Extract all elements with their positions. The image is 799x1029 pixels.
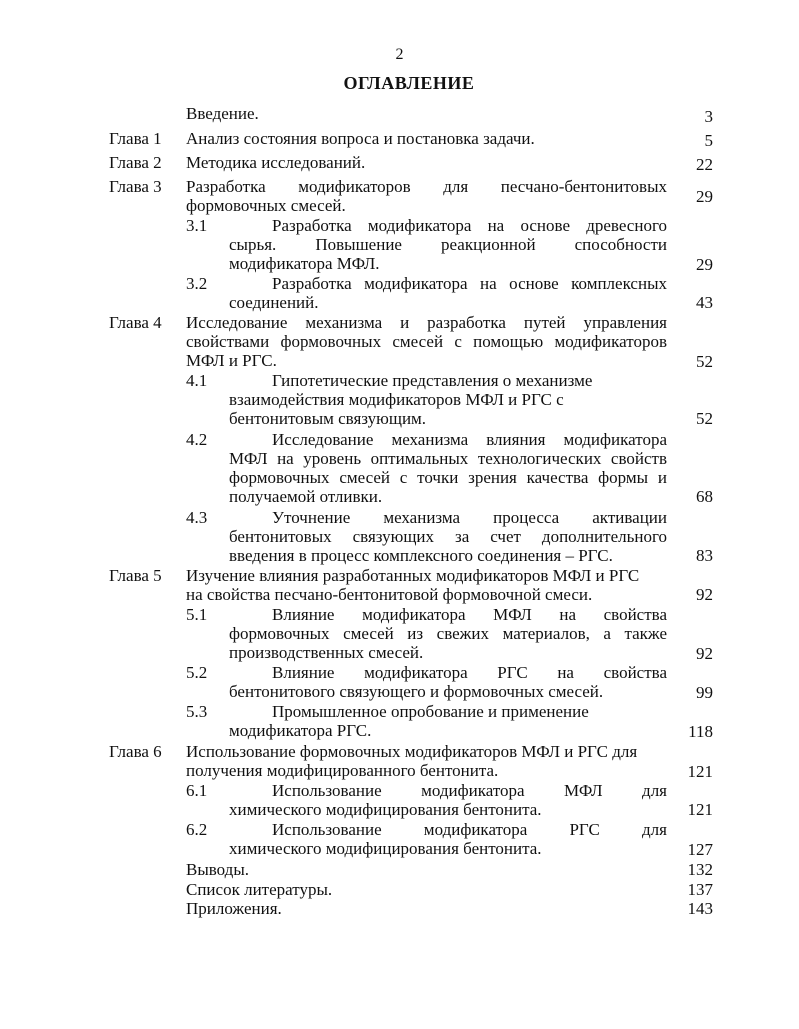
toc-chapter-label-5: Глава 5 — [109, 566, 162, 585]
toc-page-5-1: 92 — [696, 644, 713, 663]
toc-entry-ch4-line1: Исследование механизма и разработка путей управления — [186, 313, 667, 332]
toc-entry-3-1-line3: модификатора МФЛ. — [229, 254, 380, 273]
toc-chapter-label-3: Глава 3 — [109, 177, 162, 196]
toc-page-4-1: 52 — [696, 409, 713, 428]
toc-entry-4-2-line1: Исследование механизма влияния модификатора — [272, 430, 667, 449]
toc-section-num-6-2: 6.2 — [186, 820, 208, 839]
toc-page-ch2: 22 — [696, 155, 713, 174]
toc-section-num-4-3: 4.3 — [186, 508, 208, 527]
toc-section-num-5-2: 5.2 — [186, 663, 208, 682]
toc-entry-ch4-line3: МФЛ и РГС. — [186, 351, 277, 370]
toc-section-num-5-3: 5.3 — [186, 702, 208, 721]
toc-section-num-3-1: 3.1 — [186, 216, 208, 235]
toc-entry-conclusions: Выводы. — [186, 860, 250, 879]
toc-entry-5-3-line2: модификатора РГС. — [229, 721, 372, 740]
toc-page-3-1: 29 — [696, 255, 713, 274]
toc-entry-6-2-line2: химического модифицирования бентонита. — [229, 839, 542, 858]
toc-entry-5-2-line2: бентонитового связующего и формовочных смесей. — [229, 682, 604, 701]
toc-entry-ch4-line2: свойствами формовочных смесей с помощью модификаторов — [186, 332, 667, 351]
toc-entry-6-2-line1: Использование модификатора РГС для — [272, 820, 667, 839]
toc-entry-4-1-line2: взаимодействия модификаторов МФЛ и РГС с — [229, 390, 564, 409]
toc-entry-4-1-line3: бентонитовым связующим. — [229, 409, 427, 428]
toc-section-num-4-1: 4.1 — [186, 371, 208, 390]
toc-section-num-3-2: 3.2 — [186, 274, 208, 293]
toc-entry-4-3-line1: Уточнение механизма процесса активации — [272, 508, 667, 527]
toc-entry-4-3-line3: введения в процесс комплексного соединения – РГС. — [229, 546, 613, 565]
toc-entry-6-1-line2: химического модифицирования бентонита. — [229, 800, 542, 819]
toc-page-intro: 3 — [704, 107, 713, 126]
toc-page-ch4: 52 — [696, 352, 713, 371]
toc-entry-5-2-line1: Влияние модификатора РГС на свойства — [272, 663, 667, 682]
toc-page-ch1: 5 — [704, 131, 713, 150]
toc-section-num-6-1: 6.1 — [186, 781, 208, 800]
toc-page-ch5: 92 — [696, 585, 713, 604]
toc-entry-5-1-line1: Влияние модификатора МФЛ на свойства — [272, 605, 667, 624]
toc-entry-4-2-line2: МФЛ на уровень оптимальных технологических свойств — [229, 449, 667, 468]
toc-entry-6-1-line1: Использование модификатора МФЛ для — [272, 781, 667, 800]
toc-page-6-2: 127 — [687, 840, 713, 859]
toc-page-5-3: 118 — [688, 722, 713, 741]
toc-page-5-2: 99 — [696, 683, 713, 702]
toc-entry-ch6-line2: получения модифицированного бентонита. — [186, 761, 499, 780]
toc-entry-5-1-line3: производственных смесей. — [229, 643, 424, 662]
toc-entry-3-2-line1: Разработка модификатора на основе комплексных — [272, 274, 667, 293]
toc-entry-ch3-line2: формовочных смесей. — [186, 196, 346, 215]
toc-page-3-2: 43 — [696, 293, 713, 312]
toc-entry-4-2-line4: получаемой отливки. — [229, 487, 383, 506]
page-title: ОГЛАВЛЕНИЕ — [343, 73, 475, 93]
toc-page-ch3: 29 — [696, 187, 713, 206]
toc-entry-4-1-line1: Гипотетические представления о механизме — [272, 371, 593, 390]
toc-entry-3-1-line2: сырья. Повышение реакционной способности — [229, 235, 667, 254]
toc-entry-ch5-line2: на свойства песчано-бентонитовой формовочной смеси. — [186, 585, 593, 604]
toc-page-4-2: 68 — [696, 487, 713, 506]
toc-entry-intro: Введение. — [186, 104, 259, 123]
toc-entry-appendices: Приложения. — [186, 899, 282, 918]
toc-page-6-1: 121 — [687, 800, 713, 819]
toc-entry-ch3-line1: Разработка модификаторов для песчано-бентонитовых — [186, 177, 667, 196]
toc-page-ch6: 121 — [687, 762, 713, 781]
toc-chapter-label-6: Глава 6 — [109, 742, 162, 761]
toc-entry-3-2-line2: соединений. — [229, 293, 319, 312]
toc-section-num-4-2: 4.2 — [186, 430, 208, 449]
toc-page-4-3: 83 — [696, 546, 713, 565]
toc-entry-ch6-line1: Использование формовочных модификаторов МФЛ и РГС для — [186, 742, 638, 761]
toc-entry-ch5-line1: Изучение влияния разработанных модификаторов МФЛ и РГС — [186, 566, 640, 585]
toc-entry-5-3-line1: Промышленное опробование и применение — [272, 702, 589, 721]
toc-page-references: 137 — [687, 880, 713, 899]
toc-entry-5-1-line2: формовочных смесей из свежих материалов, а также — [229, 624, 667, 643]
toc-entry-ch1: Анализ состояния вопроса и постановка задачи. — [186, 129, 535, 148]
toc-entry-4-2-line3: формовочных смесей с точки зрения качества формы и — [229, 468, 667, 487]
toc-entry-references: Список литературы. — [186, 880, 333, 899]
page-number: 2 — [395, 46, 404, 63]
toc-section-num-5-1: 5.1 — [186, 605, 208, 624]
toc-entry-3-1-line1: Разработка модификатора на основе древесного — [272, 216, 667, 235]
toc-page-conclusions: 132 — [687, 860, 713, 879]
toc-entry-ch2: Методика исследований. — [186, 153, 366, 172]
toc-entry-4-3-line2: бентонитовых связующих за счет дополнительного — [229, 527, 667, 546]
toc-page-appendices: 143 — [687, 899, 713, 918]
toc-chapter-label-4: Глава 4 — [109, 313, 162, 332]
toc-chapter-label-2: Глава 2 — [109, 153, 162, 172]
toc-chapter-label-1: Глава 1 — [109, 129, 162, 148]
